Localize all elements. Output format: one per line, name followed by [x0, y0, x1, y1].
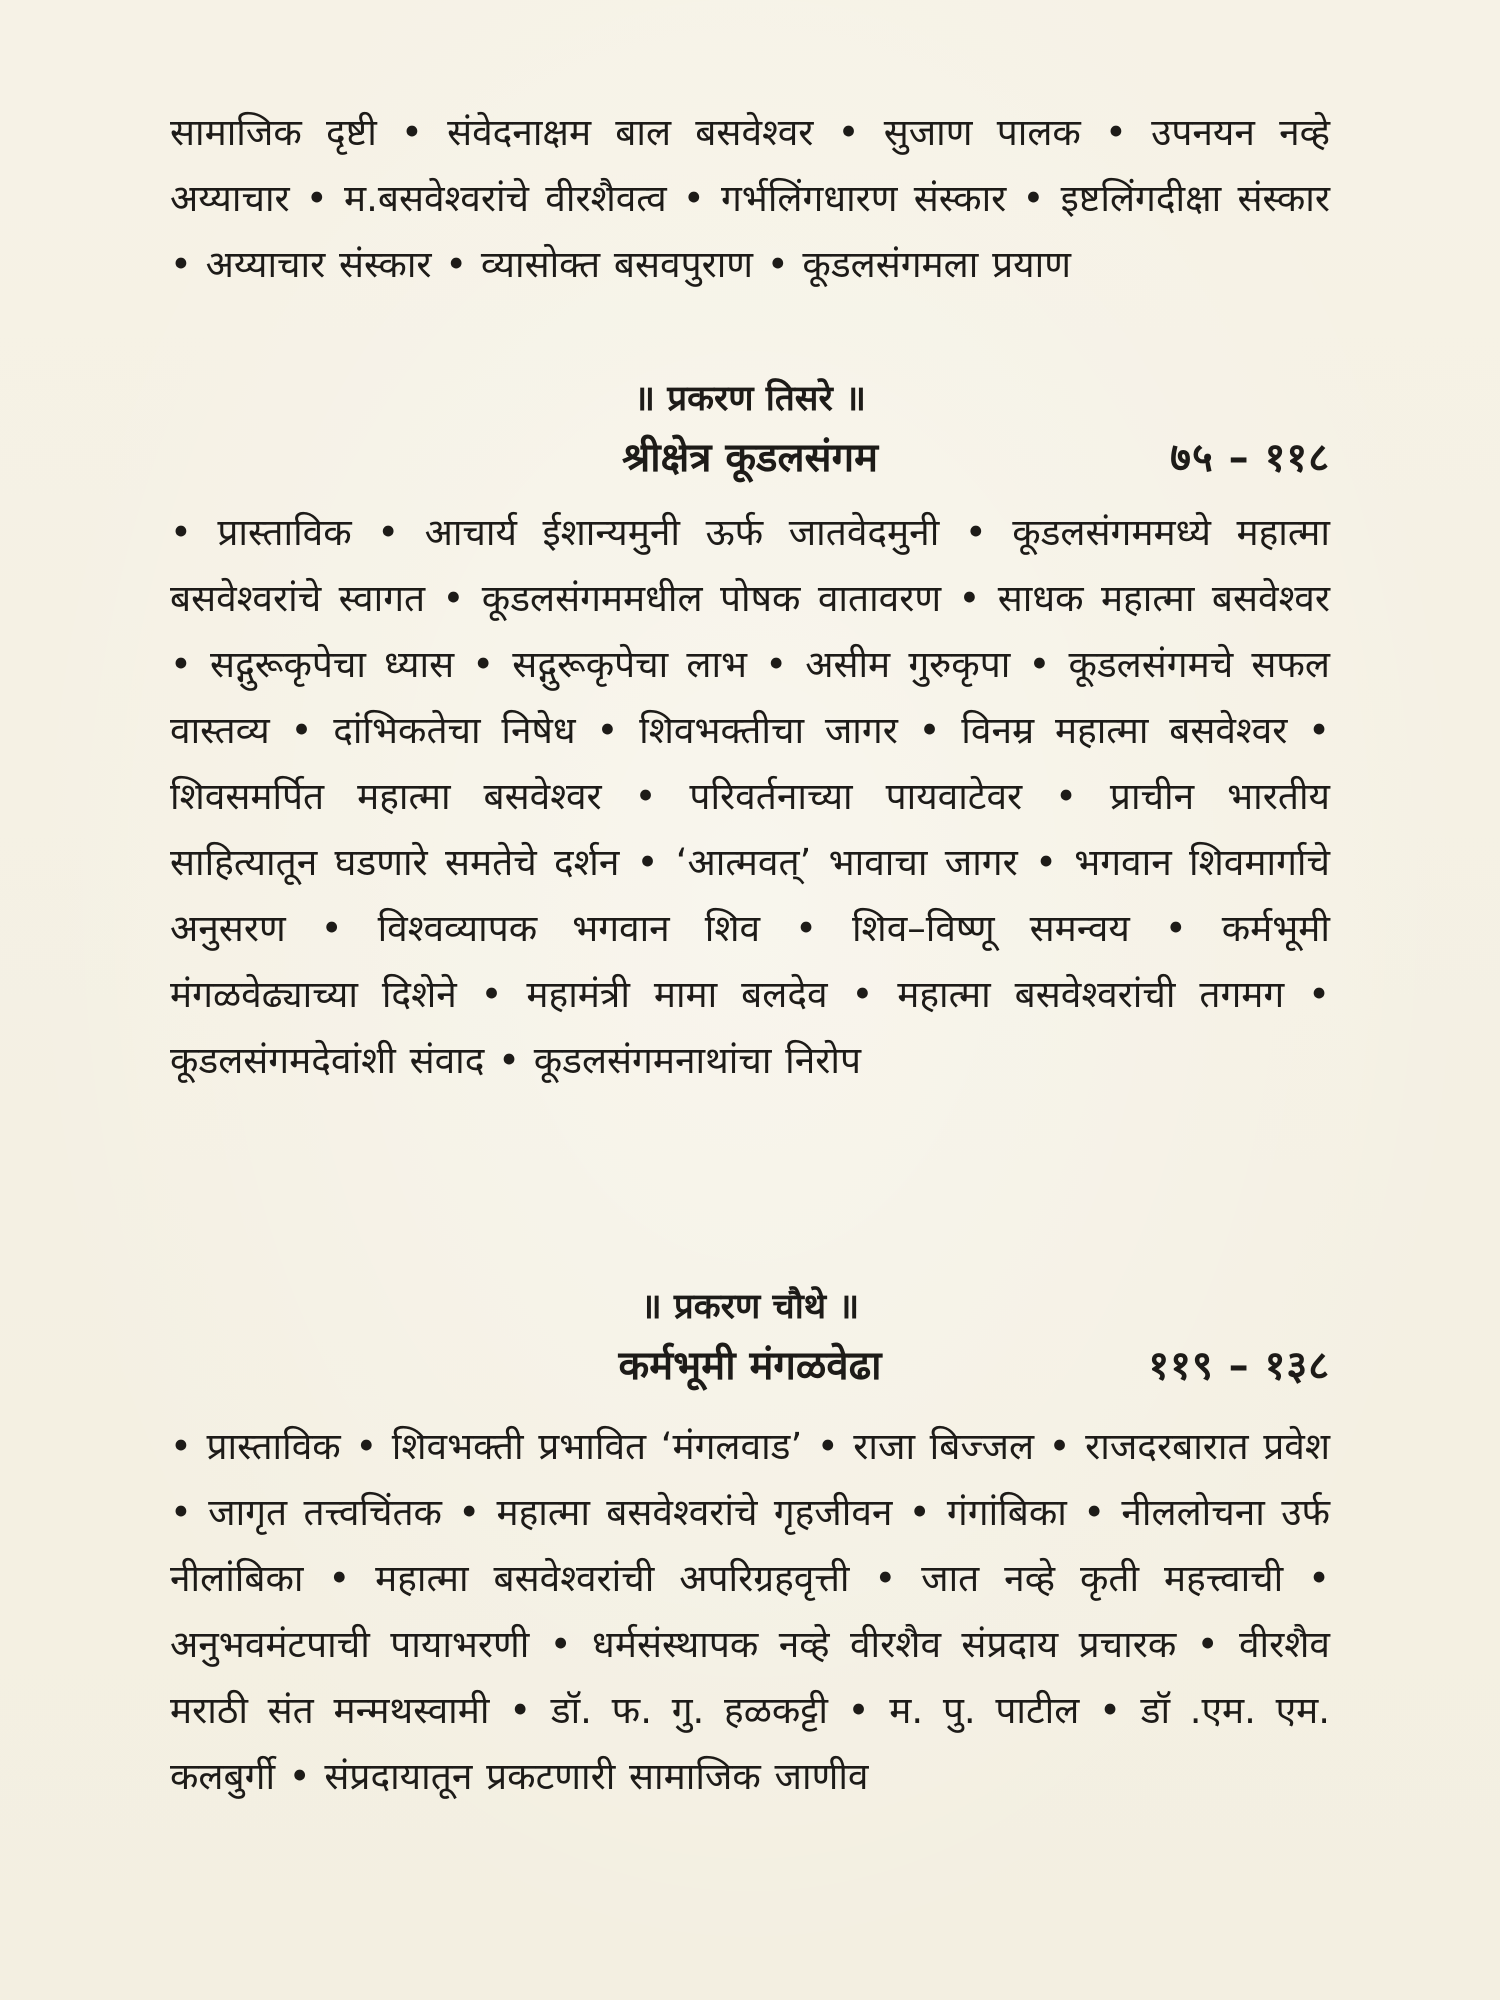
chapter-3-contents: • प्रास्ताविक • आचार्य ईशान्यमुनी ऊर्फ जातवेदमुनी • कूडलसंगममध्ये महात्मा बसवेश्वरांचे स्वागत • कूडलसंगममधील पोषक वातावरण • साधक महात्मा बसवेश्वर • सद्गुरूकृपेचा ध्यास • सद्गुरूकृपेचा लाभ • असीम गुरुकृपा • कूडलसंगमचे सफल वास्तव्य • दांभिकतेचा निषेध • शिवभक्तीचा जागर • विनम्र महात्मा बसवेश्वर • शिवसमर्पित महात्मा बसवेश्वर • परिवर्तनाच्या पायवाटेवर • प्राचीन भारतीय साहित्यातून घडणारे समतेचे दर्शन • ‘आत्मवत्’ भावाचा जागर • भगवान शिवमार्गाचे अनुसरण • विश्वव्यापक भगवान शिव • शिव–विष्णू समन्वय • कर्मभूमी मंगळवेढ्याच्या दिशेने • महामंत्री मामा बलदेव • महात्मा बसवेश्वरांची तगमग • कूडलसंगमदेवांशी संवाद • कूडलसंगमनाथांचा निरोप [170, 511, 1330, 1082]
intro-paragraph: सामाजिक दृष्टी • संवेदनाक्षम बाल बसवेश्वर • सुजाण पालक • उपनयन नव्हे अय्याचार • म.बसवेश्वरांचे वीरशैवत्व • गर्भलिंगधारण संस्कार • इष्टलिंगदीक्षा संस्कार • अय्याचार संस्कार • व्यासोक्त बसवपुराण • कूडलसंगमला प्रयाण [170, 111, 1330, 286]
chapter-4-block [170, 1280, 1330, 1810]
chapter-4-page-range: ११९ – १३८ [1148, 1343, 1330, 1389]
chapter-4-heading [170, 1334, 1330, 1398]
chapter-3-heading [170, 426, 1330, 490]
chapter-3-page-range: ७५ – ११८ [1170, 435, 1330, 481]
chapter-4-contents: • प्रास्ताविक • शिवभक्ती प्रभावित ‘मंगलवाड’ • राजा बिज्जल • राजदरबारात प्रवेश • जागृत तत्त्वचिंतक • महात्मा बसवेश्वरांचे गृहजीवन • गंगांबिका • नीललोचना उर्फ नीलांबिका • महात्मा बसवेश्वरांची अपरिग्रहवृत्ती • जात नव्हे कृती महत्त्वाची • अनुभवमंटपाची पायाभरणी • धर्मसंस्थापक नव्हे वीरशैव संप्रदाय प्रचारक • वीरशैव मराठी संत मन्मथस्वामी • डॉ. फ. गु. हळकट्टी • म. पु. पाटील • डॉ .एम. एम. कलबुर्गी • संप्रदायातून प्रकटणारी सामाजिक जाणीव [170, 1425, 1330, 1798]
chapter-3-title: श्रीक्षेत्र कूडलसंगम [621, 435, 879, 481]
chapter-3-label: ॥ प्रकरण तिसरे ॥ [634, 379, 866, 419]
chapter-4-title: कर्मभूमी मंगळवेढा [618, 1343, 882, 1389]
intro-block [170, 100, 1330, 298]
chapter-4-label: ॥ प्रकरण चौथे ॥ [640, 1287, 860, 1327]
chapter-3-block [170, 372, 1330, 1094]
